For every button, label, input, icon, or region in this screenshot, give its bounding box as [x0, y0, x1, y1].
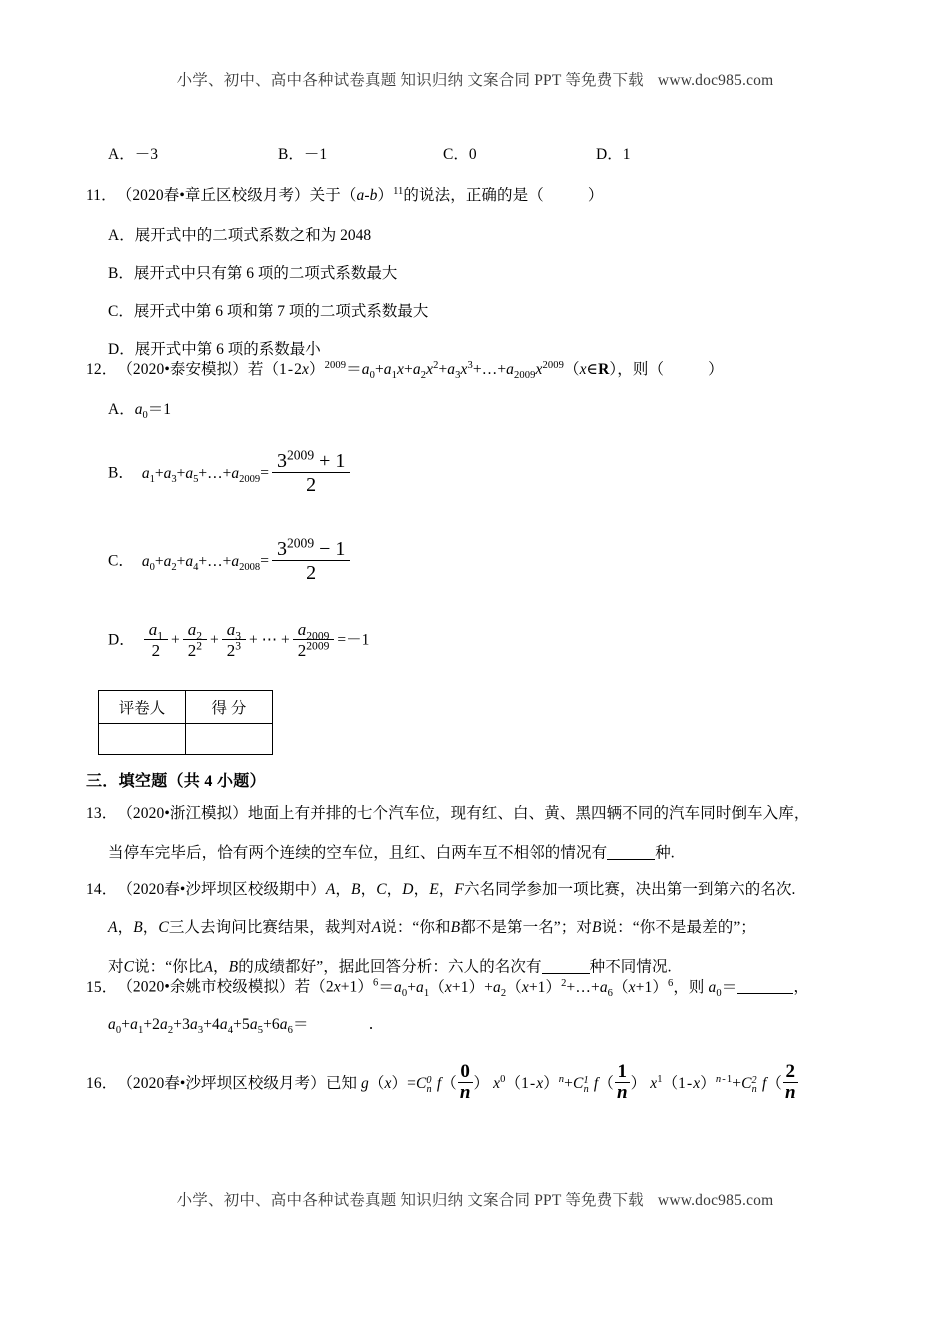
question-14-text-line-3e: 种不同情况. — [589, 958, 672, 976]
question-16-fraction-0 — [458, 1062, 473, 1103]
question-15-tail: ，则 $a_0=$ — [673, 978, 738, 999]
question-14-line-1 — [86, 882, 796, 898]
grading-table-body-row — [99, 724, 273, 755]
question-16-number: 16． — [86, 1075, 118, 1092]
question-12-option-c-numerator: $3^{2009} - 1$ — [272, 539, 350, 561]
question-12-option-c-fraction — [272, 535, 350, 584]
question-15-source: （2020•余姚市校级模拟） — [117, 978, 295, 996]
question-14-line-2 — [108, 920, 756, 936]
question-12-option-c-lhs: $a_0+a_2+a_4+\dots+a_{2008}$ — [141, 552, 261, 573]
fraction-3-denominator: $2^3$ — [226, 639, 242, 660]
question-15-expansion: $=a_0+a_1(x+1)+a_2(x+1)^2+\dots+a_6(x+1)^6$ — [378, 977, 674, 999]
question-11-number: 11． — [86, 187, 117, 204]
question-14-judge-target-b2: B — [591, 919, 602, 936]
question-16-plus-1: + — [564, 1075, 574, 1092]
grading-table — [98, 690, 273, 755]
question-15-stem: 若（2x+1） — [294, 978, 373, 996]
question-11-option-c[interactable]: C．展开式中第 6 项和第 7 项的二项式系数最大 — [108, 303, 429, 320]
question-14-line-3 — [108, 958, 672, 975]
question-11-option-b[interactable]: B．展开式中只有第 6 项的二项式系数最大 — [108, 265, 398, 282]
question-16-fraction-1 — [615, 1062, 630, 1103]
question-12-option-b-numerator: $3^{2009} + 1$ — [272, 451, 350, 473]
question-14-number: 14． — [86, 881, 118, 898]
header-watermark-text: 小学、初中、高中各种试卷真题 知识归纳 文案合同 PPT 等免费下载 — [176, 72, 644, 89]
question-14-text-line-3d: 的成绩都好”，据此回答分析：六人的名次有 — [238, 958, 542, 976]
grading-table-header-row — [99, 691, 273, 724]
question-14-text-line-3b: 说：“你比 — [134, 958, 204, 976]
question-16-combination-1: $C^1_n$ — [573, 1075, 589, 1095]
orphan-option-a[interactable]: A．－3 — [108, 146, 158, 163]
fraction-last-denominator: $2^{2009}$ — [297, 639, 330, 660]
question-15-exponent: 6 — [372, 977, 379, 989]
question-15-number: 15． — [86, 978, 118, 996]
fraction-2b-denominator: n — [785, 1081, 796, 1103]
question-16-line-1: 16．（2020春•沙坪坝区校级月考）已知 $g(x)=C^0_n$ f（ $\frac{0}{n}$ ） $x^0(1-x)^n+C^1_n$ f（ $\frac{1}{n}$ ） $x^1(1-x)^{n-1}+C^2_n$ f（ $\frac{2}{n}$ — [86, 1061, 796, 1103]
question-15-line-2-end: ． — [368, 1015, 385, 1033]
fraction-2-denominator: $2^2$ — [187, 639, 203, 660]
grading-table-header-score: 得 分 — [186, 691, 273, 724]
header-watermark — [0, 68, 950, 90]
question-12-option-d-fraction-last — [293, 621, 335, 659]
question-12-stem — [86, 359, 724, 382]
question-16-term-2-tail: $x^1(1-x)^{n-1}$ — [650, 1073, 733, 1092]
question-14-text-line-3a: 对 — [108, 958, 124, 976]
fraction-last-numerator: $a_{2009}$ — [293, 621, 335, 640]
question-12-option-d-fraction-1 — [144, 621, 168, 659]
question-13-answer-blank[interactable] — [607, 844, 655, 860]
question-16-combination-2: $C^2_n$ — [741, 1075, 757, 1095]
question-12-option-d-fraction-3 — [222, 621, 246, 659]
question-16-function-f-1: f — [593, 1075, 599, 1092]
grading-table-cell-score[interactable] — [186, 724, 273, 755]
grading-table-header-grader: 评卷人 — [99, 691, 186, 724]
question-14-judge-target-a: A — [371, 919, 382, 936]
question-14-compare-b: B — [228, 958, 239, 976]
question-12-domain: （x∈R） — [563, 361, 618, 378]
question-16-term-1-tail: $x^0(1-x)^n$ — [493, 1073, 565, 1092]
question-13-line-2 — [108, 844, 675, 861]
question-13-line-2-tail: 种. — [655, 844, 675, 862]
question-12-tail: ，则（ — [617, 361, 665, 378]
question-12-number: 12． — [86, 361, 118, 378]
question-16-source: （2020春•沙坪坝区校级月考） — [117, 1075, 326, 1092]
question-12-source: （2020•泰安模拟） — [117, 361, 248, 378]
orphan-option-d[interactable]: D．1 — [596, 146, 631, 163]
question-11-stem: 11．（2020春•章丘区校级月考）关于$(a-b)^{11}$的说法，正确的是（ ） — [86, 185, 604, 204]
question-12-option-c[interactable] — [108, 535, 353, 584]
question-12-option-d-label: D． — [108, 631, 135, 649]
question-11-var-b: b — [369, 187, 378, 204]
question-16-function-f-2: f — [761, 1075, 767, 1092]
question-11-stem-after: 的说法，正确的是（ — [403, 187, 544, 204]
question-15-line-1 — [86, 977, 809, 999]
question-11-stem-end: ） — [587, 187, 604, 204]
question-14-judge-target-c: C — [123, 958, 135, 976]
question-14-names-2: A，B，C — [108, 919, 169, 936]
question-14-text-line-2d: 说：“你不是最差的”； — [601, 919, 756, 936]
question-11-power: 11 — [393, 185, 404, 197]
question-13-source: （2020•浙江模拟） — [117, 805, 248, 822]
question-14-answer-blank[interactable] — [542, 958, 590, 974]
question-14-source: （2020春•沙坪坝区校级期中） — [117, 881, 326, 898]
section-header-fill-in-blanks: 三．填空题（共 4 小题） — [86, 773, 266, 790]
question-14-text-line-2a: 三人去询问比赛结果，裁判对 — [168, 919, 372, 936]
question-14-names: A，B，C，D，E，F — [325, 881, 464, 898]
question-12-option-d-result: =－1 — [337, 631, 370, 649]
question-11-stem-before: 关于（ — [309, 187, 357, 204]
question-15-answer-blank-1[interactable] — [737, 978, 793, 994]
fraction-3-numerator: $a_3$ — [222, 621, 246, 640]
question-12-option-b-fraction — [272, 447, 350, 496]
fraction-2-numerator: $a_2$ — [183, 621, 207, 640]
fraction-1b-numerator: 1 — [615, 1062, 630, 1083]
question-12-option-b-equals: = — [260, 464, 269, 482]
fraction-0-denominator: n — [459, 1081, 471, 1103]
fraction-1-denominator: 2 — [151, 641, 161, 660]
question-14-text-line-3c: ， — [213, 958, 229, 976]
question-12-option-a-text: A．$a_0=1$ — [108, 401, 171, 422]
footer-watermark — [0, 1188, 950, 1210]
fraction-1b-denominator: n — [616, 1081, 628, 1103]
question-11-operator: - — [364, 187, 370, 204]
orphan-option-c[interactable]: C．0 — [443, 146, 477, 163]
question-13-text-line-2: 当停车完毕后，恰有两个连续的空车位，且红、白两车互不相邻的情况有 — [108, 844, 608, 862]
question-13-number: 13． — [86, 805, 118, 822]
question-11-option-d[interactable]: D．展开式中第 6 项的系数最小 — [108, 341, 321, 358]
footer-watermark-url: www.doc985.com — [657, 1192, 774, 1209]
question-12-stem-text: 若（1-2x） — [247, 361, 325, 378]
question-13-line-1 — [86, 806, 809, 822]
question-12-option-b-label: B． — [108, 464, 134, 482]
header-watermark-url: www.doc985.com — [657, 72, 774, 89]
grading-table-cell-grader[interactable] — [99, 724, 186, 755]
fraction-2b-numerator: 2 — [783, 1062, 798, 1083]
question-12-option-d-fraction-2 — [183, 621, 207, 659]
question-12-option-c-label: C． — [108, 552, 134, 570]
question-15-tail-end: ， — [793, 978, 809, 996]
question-12-tail-end: ） — [708, 361, 724, 378]
question-12-option-c-equals: = — [260, 552, 269, 570]
question-12-option-b-lhs: $a_1+a_3+a_5+\dots+a_{2009}$ — [141, 464, 261, 485]
question-15-line-2 — [108, 1015, 385, 1036]
question-16-fraction-2 — [783, 1062, 798, 1103]
question-16-stem: 已知 g（x）= — [325, 1075, 416, 1092]
fraction-1-numerator: $a_1$ — [144, 621, 168, 640]
question-14-text-line-1: 六名同学参加一项比赛，决出第一到第六的名次. — [463, 881, 796, 898]
question-14-judge-target-b: B — [450, 919, 461, 936]
question-16-function-f-0: f — [436, 1075, 442, 1092]
question-13-text-line-1: 地面上有并排的七个汽车位，现有红、白、黄、黑四辆不同的汽车同时倒车入库， — [247, 805, 810, 822]
question-12-option-c-denominator: 2 — [306, 562, 317, 584]
question-11-var-a: a — [356, 187, 365, 204]
question-15-line-2-expr: $a_0+a_1+2a_2+3a_3+4a_4+5a_5+6a_6=$ — [108, 1015, 309, 1036]
question-11-option-a[interactable]: A．展开式中的二项式系数之和为 2048 — [108, 227, 372, 244]
question-12-option-b[interactable] — [108, 447, 353, 496]
question-14-text-line-2c: 都不是第一名”；对 — [460, 919, 592, 936]
question-11-source: （2020春•章丘区校级月考） — [116, 187, 310, 204]
fraction-0-numerator: 0 — [458, 1062, 473, 1083]
question-16-combination-0: $C^0_n$ — [415, 1075, 432, 1095]
orphan-option-b[interactable]: B．－1 — [278, 146, 328, 163]
question-12-option-a[interactable] — [108, 401, 171, 422]
question-15-answer-blank-2[interactable] — [309, 1016, 369, 1031]
question-16-plus-2: + — [732, 1075, 742, 1092]
question-12-exponent: 2009 — [324, 359, 347, 371]
question-12-option-b-denominator: 2 — [306, 474, 317, 496]
question-14-text-line-2b: 说：“你和 — [381, 919, 451, 936]
footer-watermark-text: 小学、初中、高中各种试卷真题 知识归纳 文案合同 PPT 等免费下载 — [176, 1192, 644, 1209]
question-12-option-d[interactable]: D． $\frac{a_1}{2}$ + $\frac{a_2}{2^2}$ + $\frac{a_3}{2^3}$ + ⋯ + $\frac{a_{2009}}{2^{2009}}$ =－1 — [108, 620, 370, 660]
question-14-compare-a: A — [203, 958, 214, 976]
question-12-expansion: $=a_0+a_1x+a_2x^2+a_3x^3+\dots+a_{2009}x^{2009}$ — [346, 359, 564, 382]
